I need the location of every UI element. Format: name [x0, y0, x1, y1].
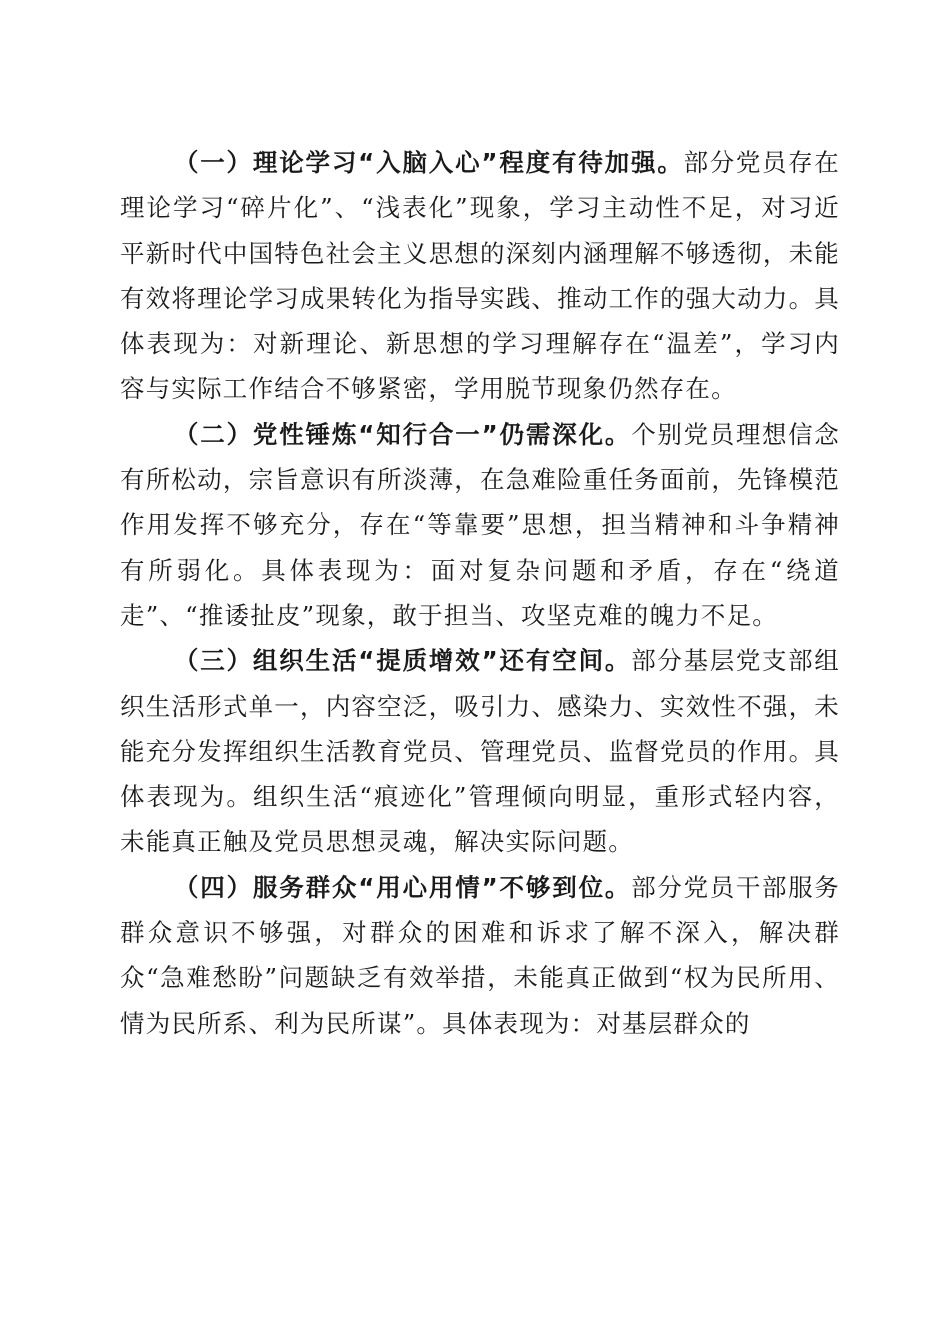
section-4-heading: （四）服务群众“用心用情”不够到位。 [173, 872, 632, 902]
section-4-body: 部分党员干部服务群众意识不够强，对群众的困难和诉求了解不深入，解决群众“急难愁盼”问题缺乏有效举措，未能真正做到“权为民所用、情为民所系、利为民所谋”。具体表现为：对基层群众的 [120, 872, 840, 1038]
section-1-heading: （一）理论学习“入脑入心”程度有待加强。 [173, 148, 684, 177]
document-body [120, 140, 840, 1046]
section-3-heading: （三）组织生活“提质增效”还有空间。 [173, 646, 632, 676]
section-4-paragraph [120, 865, 840, 1046]
section-3-paragraph [120, 638, 840, 864]
section-2-heading: （二）党性锤炼“知行合一”仍需深化。 [173, 419, 632, 449]
section-1-body: 部分党员存在理论学习“碎片化”、“浅表化”现象，学习主动性不足，对习近平新时代中国特色社会主义思想的深刻内涵理解不够透彻，未能有效将理论学习成果转化为指导实践、推动工作的强大动力。具体表现为：对新理论、新思想的学习理解存在“温差”，学习内容与实际工作结合不够紧密，学用脱节现象仍然存在。 [120, 148, 840, 404]
section-2-paragraph [120, 412, 840, 638]
section-1-paragraph [120, 140, 840, 412]
section-3-body: 部分基层党支部组织生活形式单一，内容空泛，吸引力、感染力、实效性不强，未能充分发挥组织生活教育党员、管理党员、监督党员的作用。具体表现为。组织生活“痕迹化”管理倾向明显，重形式轻内容，未能真正触及党员思想灵魂，解决实际问题。 [120, 646, 840, 857]
section-2-body: 个别党员理想信念有所松动，宗旨意识有所淡薄，在急难险重任务面前，先锋模范作用发挥不够充分，存在“等靠要”思想，担当精神和斗争精神有所弱化。具体表现为：面对复杂问题和矛盾，存在“绕道走”、“推诿扯皮”现象，敢于担当、攻坚克难的魄力不足。 [120, 419, 840, 630]
